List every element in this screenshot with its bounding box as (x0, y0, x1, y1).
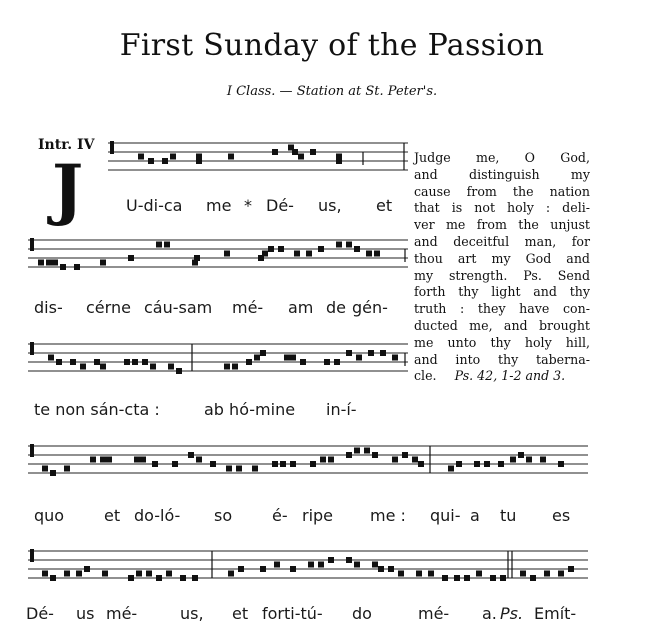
neume-note (310, 149, 316, 155)
neume-note (148, 158, 154, 164)
neume-note (346, 452, 352, 458)
neume-note (356, 355, 362, 361)
neume-note (300, 359, 306, 365)
verse-line: that is not holy : deli- (414, 200, 590, 216)
neume-note (464, 575, 470, 581)
neume-note (74, 264, 80, 270)
lyric-syllable: tu (500, 506, 517, 525)
neume-note (252, 466, 258, 472)
neume-note (518, 452, 524, 458)
neume-note (308, 562, 314, 568)
page-title: First Sunday of the Passion (119, 28, 545, 63)
neume-note (236, 466, 242, 472)
initial-letter: J (52, 150, 84, 228)
neume-note (166, 571, 172, 577)
neume-note (328, 557, 334, 563)
lyric-syllable: me : (370, 506, 406, 525)
neume-note (428, 571, 434, 577)
lyric-syllable: qui- (430, 506, 461, 525)
neume-note (392, 457, 398, 463)
clef-icon (30, 342, 34, 355)
neume-note (336, 154, 342, 160)
neume-note (94, 359, 100, 365)
neume-note (374, 251, 380, 257)
neume-note (292, 149, 298, 155)
lyric-syllable: do-ló- (134, 506, 181, 525)
lyric-syllable: forti-tú- (262, 604, 323, 623)
neume-note (278, 246, 284, 252)
neume-note (392, 355, 398, 361)
staff-2 (28, 234, 408, 278)
neume-note (162, 158, 168, 164)
lyrics-line-4 (0, 506, 664, 528)
neume-note (388, 566, 394, 572)
neume-note (448, 466, 454, 472)
staff-1 (108, 137, 408, 181)
neume-note (192, 575, 198, 581)
neume-note (228, 571, 234, 577)
neume-note (290, 566, 296, 572)
neume-note (290, 461, 296, 467)
neume-note (334, 359, 340, 365)
neume-note (272, 149, 278, 155)
lyric-syllable: es (552, 506, 571, 525)
neume-note (194, 255, 200, 261)
neume-note (152, 461, 158, 467)
neume-note (498, 461, 504, 467)
lyric-syllable: a. (482, 604, 497, 623)
neume-note (38, 260, 44, 266)
neume-note (490, 575, 496, 581)
neume-note (298, 154, 304, 160)
neume-note (318, 562, 324, 568)
neume-note (474, 461, 480, 467)
verse-line: and deceitful man, for (414, 233, 590, 249)
verse-line: and into thy taberna- (414, 351, 590, 367)
verse-line: cause from the nation (414, 183, 590, 199)
neume-note (442, 575, 448, 581)
lyric-syllable: in-í- (326, 400, 357, 419)
neume-note (372, 452, 378, 458)
neume-note (540, 457, 546, 463)
clef-icon (30, 444, 34, 457)
clef-icon (30, 238, 34, 251)
lyric-syllable: Dé- (26, 604, 54, 623)
lyric-syllable: mé- (106, 604, 138, 623)
neume-note (156, 575, 162, 581)
neume-note (70, 359, 76, 365)
lyric-syllable: us (76, 604, 95, 623)
neume-note (84, 566, 90, 572)
neume-note (50, 575, 56, 581)
verse-line: ducted me, and brought (414, 317, 590, 333)
neume-note (168, 364, 174, 370)
neume-note (558, 571, 564, 577)
neume-note (368, 350, 374, 356)
lyric-syllable: am (288, 298, 314, 317)
neume-note (260, 566, 266, 572)
lyric-syllable: a (470, 506, 480, 525)
lyric-syllable: mé- (232, 298, 264, 317)
neume-note (398, 571, 404, 577)
neume-note (132, 359, 138, 365)
neume-note (402, 452, 408, 458)
neume-note (106, 457, 112, 463)
neume-note (530, 575, 536, 581)
neume-note (46, 260, 52, 266)
neume-note (128, 575, 134, 581)
lyric-syllable: é- (272, 506, 288, 525)
neume-note (136, 571, 142, 577)
lyric-syllable: ab hó-mine (204, 400, 296, 419)
neume-note (416, 571, 422, 577)
neume-note (180, 575, 186, 581)
neume-note (418, 461, 424, 467)
neume-note (226, 466, 232, 472)
lyric-syllable: ripe (302, 506, 334, 525)
lyrics-line-5 (0, 604, 664, 626)
neume-note (232, 364, 238, 370)
lyric-syllable: us, (180, 604, 204, 623)
neume-note (76, 571, 82, 577)
neume-note (354, 246, 360, 252)
neume-note (100, 364, 106, 370)
neume-note (140, 457, 146, 463)
lyric-syllable: Dé- (266, 196, 294, 215)
neume-note (100, 260, 106, 266)
neume-note (284, 355, 290, 361)
neume-note (224, 251, 230, 257)
lyric-syllable: dis- (34, 298, 63, 317)
verse-line: forth thy light and thy (414, 284, 590, 300)
lyric-syllable: U-di-ca (126, 196, 183, 215)
verse-last-line (414, 368, 590, 385)
clef-icon (110, 141, 114, 154)
neume-note (100, 457, 106, 463)
lyric-syllable: cérne (86, 298, 131, 317)
neume-note (354, 562, 360, 568)
neume-note (520, 571, 526, 577)
neume-note (274, 562, 280, 568)
neume-note (42, 466, 48, 472)
neume-note (138, 154, 144, 160)
neume-note (346, 350, 352, 356)
neume-note (484, 461, 490, 467)
neume-note (60, 264, 66, 270)
neume-note (146, 571, 152, 577)
neume-note (544, 571, 550, 577)
lyric-syllable: cáu-sam (144, 298, 213, 317)
neume-note (336, 242, 342, 248)
neume-note (176, 368, 182, 374)
neume-note (476, 571, 482, 577)
lyric-syllable: mé- (418, 604, 450, 623)
neume-note (142, 359, 148, 365)
neume-note (196, 457, 202, 463)
verse-line: ver me from the unjust (414, 217, 590, 233)
neume-note (246, 359, 252, 365)
lyric-syllable: et (232, 604, 249, 623)
neume-note (500, 575, 506, 581)
neume-note (134, 457, 140, 463)
chant-mode-label: Intr. IV (38, 137, 95, 153)
lyric-syllable: do (352, 604, 372, 623)
neume-note (262, 251, 268, 257)
page-subtitle: I Class. — Station at St. Peter's. (226, 84, 438, 99)
neume-note (124, 359, 130, 365)
staff-3 (28, 338, 408, 382)
neume-note (310, 461, 316, 467)
neume-note (56, 359, 62, 365)
neume-note (64, 571, 70, 577)
lyric-syllable: us, (318, 196, 342, 215)
verse-line: my strength. Ps. Send (414, 267, 590, 283)
neume-note (156, 242, 162, 248)
lyric-syllable: Emít- (534, 604, 577, 623)
neume-note (260, 350, 266, 356)
neume-note (196, 154, 202, 160)
neume-note (172, 461, 178, 467)
verse-line: thou art my God and (414, 250, 590, 266)
verse-line: and distinguish my (414, 166, 590, 182)
neume-note (380, 350, 386, 356)
neume-note (354, 448, 360, 454)
neume-note (366, 251, 372, 257)
neume-note (224, 364, 230, 370)
verse-line: Judge me, O God, (414, 150, 590, 165)
lyric-syllable: gén- (352, 298, 388, 317)
neume-note (294, 251, 300, 257)
lyric-asterisk: * (244, 196, 252, 215)
neume-note (52, 260, 58, 266)
neume-note (188, 452, 194, 458)
neume-note (228, 154, 234, 160)
neume-note (290, 355, 296, 361)
staff-5 (28, 545, 588, 589)
neume-note (268, 246, 274, 252)
lyric-syllable: so (214, 506, 233, 525)
neume-note (238, 566, 244, 572)
neume-note (280, 461, 286, 467)
neume-note (558, 461, 564, 467)
neume-note (324, 359, 330, 365)
neume-note (328, 457, 334, 463)
lyric-syllable: te non sán-cta : (34, 400, 160, 419)
neume-note (510, 457, 516, 463)
neume-note (272, 461, 278, 467)
neume-note (102, 571, 108, 577)
neume-note (64, 466, 70, 472)
lyric-syllable: de (326, 298, 346, 317)
verse-line: cle. (414, 368, 437, 384)
lyric-syllable: quo (34, 506, 65, 525)
neume-note (320, 457, 326, 463)
clef-icon (30, 549, 34, 562)
verse-line: truth : they have con- (414, 301, 590, 317)
neume-note (170, 154, 176, 160)
lyric-syllable: et (376, 196, 393, 215)
neume-note (568, 566, 574, 572)
neume-note (164, 242, 170, 248)
neume-note (128, 255, 134, 261)
neume-note (42, 571, 48, 577)
lyric-psalm-cue: Ps. (500, 604, 524, 623)
neume-note (346, 557, 352, 563)
neume-note (364, 448, 370, 454)
neume-note (48, 355, 54, 361)
staff-4 (28, 440, 588, 484)
lyrics-line-3 (0, 400, 664, 422)
verse-translation (414, 150, 590, 385)
neume-note (346, 242, 352, 248)
neume-note (372, 562, 378, 568)
neume-note (378, 566, 384, 572)
lyric-syllable: et (104, 506, 121, 525)
neume-note (210, 461, 216, 467)
neume-note (50, 470, 56, 476)
neume-note (412, 457, 418, 463)
verse-line: me unto thy holy hill, (414, 334, 590, 350)
neume-note (306, 251, 312, 257)
neume-note (318, 246, 324, 252)
neume-note (90, 457, 96, 463)
lyric-syllable: me (206, 196, 232, 215)
neume-note (80, 364, 86, 370)
verse-reference: Ps. 42, 1-2 and 3. (454, 368, 566, 384)
neume-note (454, 575, 460, 581)
neume-note (526, 457, 532, 463)
neume-note (254, 355, 260, 361)
neume-note (456, 461, 462, 467)
neume-note (150, 364, 156, 370)
